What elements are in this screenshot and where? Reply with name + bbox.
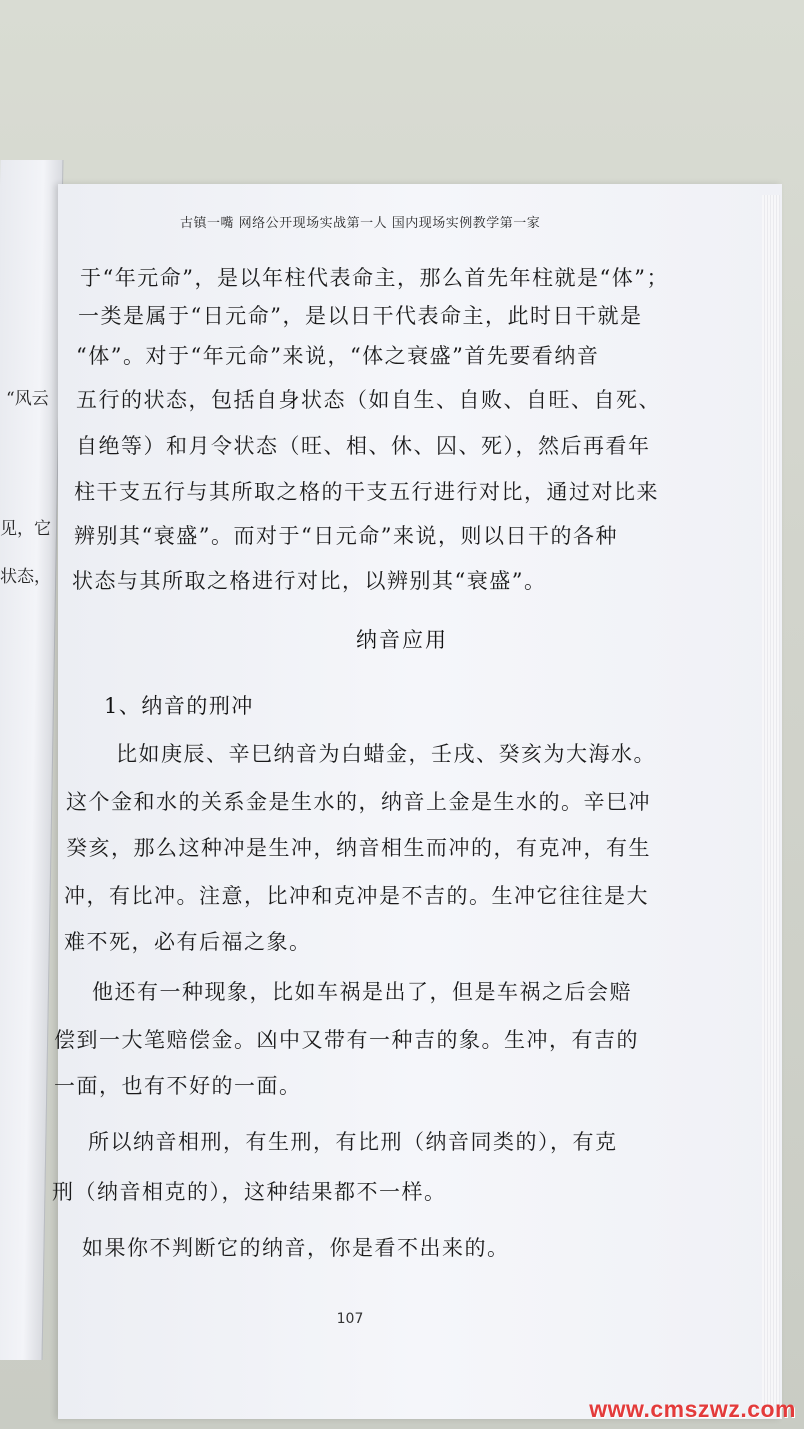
paragraph-line: 辨别其“衰盛”。而对于“日元命”来说，则以日干的各种 [74,524,618,548]
subheading: 1、纳音的刑冲 [104,694,254,718]
body-line: 冲，有比冲。注意，比冲和克冲是不吉的。生冲它往往是大 [64,884,649,908]
paragraph-line: 自绝等）和月令状态（旺、相、休、囚、死），然后再看年 [76,434,651,458]
left-page-fragment: 状态， [0,567,51,587]
body-line: 如果你不判断它的纳音，你是看不出来的。 [82,1236,510,1260]
body-line: 刑（纳音相克的），这种结果都不一样。 [52,1180,447,1204]
paragraph-line: 五行的状态，包括自身状态（如自生、自败、自旺、自死、 [76,388,661,412]
page-edges [762,195,780,1405]
body-line: 偿到一大笔赔偿金。凶中又带有一种吉的象。生冲，有吉的 [54,1028,639,1052]
watermark-text: www.cmszwz.com [589,1396,796,1422]
paragraph-line: “体”。对于“年元命”来说，“体之衰盛”首先要看纳音 [76,344,600,368]
body-line: 一面，也有不好的一面。 [54,1074,302,1098]
body-line: 癸亥，那么这种冲是生冲，纳音相生而冲的，有克冲，有生 [66,836,651,860]
left-page-fragment: 见，它 [0,519,51,539]
body-line: 比如庚辰、辛巳纳音为白蜡金，壬戌、癸亥为大海水。 [116,742,656,766]
running-header: 古镇一嘴 网络公开现场实战第一人 国内现场实例教学第一家 [180,216,541,231]
paragraph-line: 状态与其所取之格进行对比，以辨别其“衰盛”。 [72,569,547,593]
body-line: 难不死，必有后福之象。 [64,930,312,954]
page-number: 107 [336,1311,364,1327]
paragraph-line: 柱干支五行与其所取之格的干支五行进行对比，通过对比来 [74,480,659,504]
body-line: 他还有一种现象，比如车祸是出了，但是车祸之后会赔 [92,980,632,1004]
left-page-fragment: “风云 [6,389,49,409]
body-line: 这个金和水的关系金是生水的，纳音上金是生水的。辛巳冲 [66,790,651,814]
paragraph-line: 一类是属于“日元命”，是以日干代表命主，此时日干就是 [78,304,643,328]
body-line: 所以纳音相刑，有生刑，有比刑（纳音同类的），有克 [88,1130,618,1154]
paragraph-line: 于“年元命”，是以年柱代表命主，那么首先年柱就是“体”； [80,266,669,290]
section-title: 纳音应用 [356,628,448,652]
